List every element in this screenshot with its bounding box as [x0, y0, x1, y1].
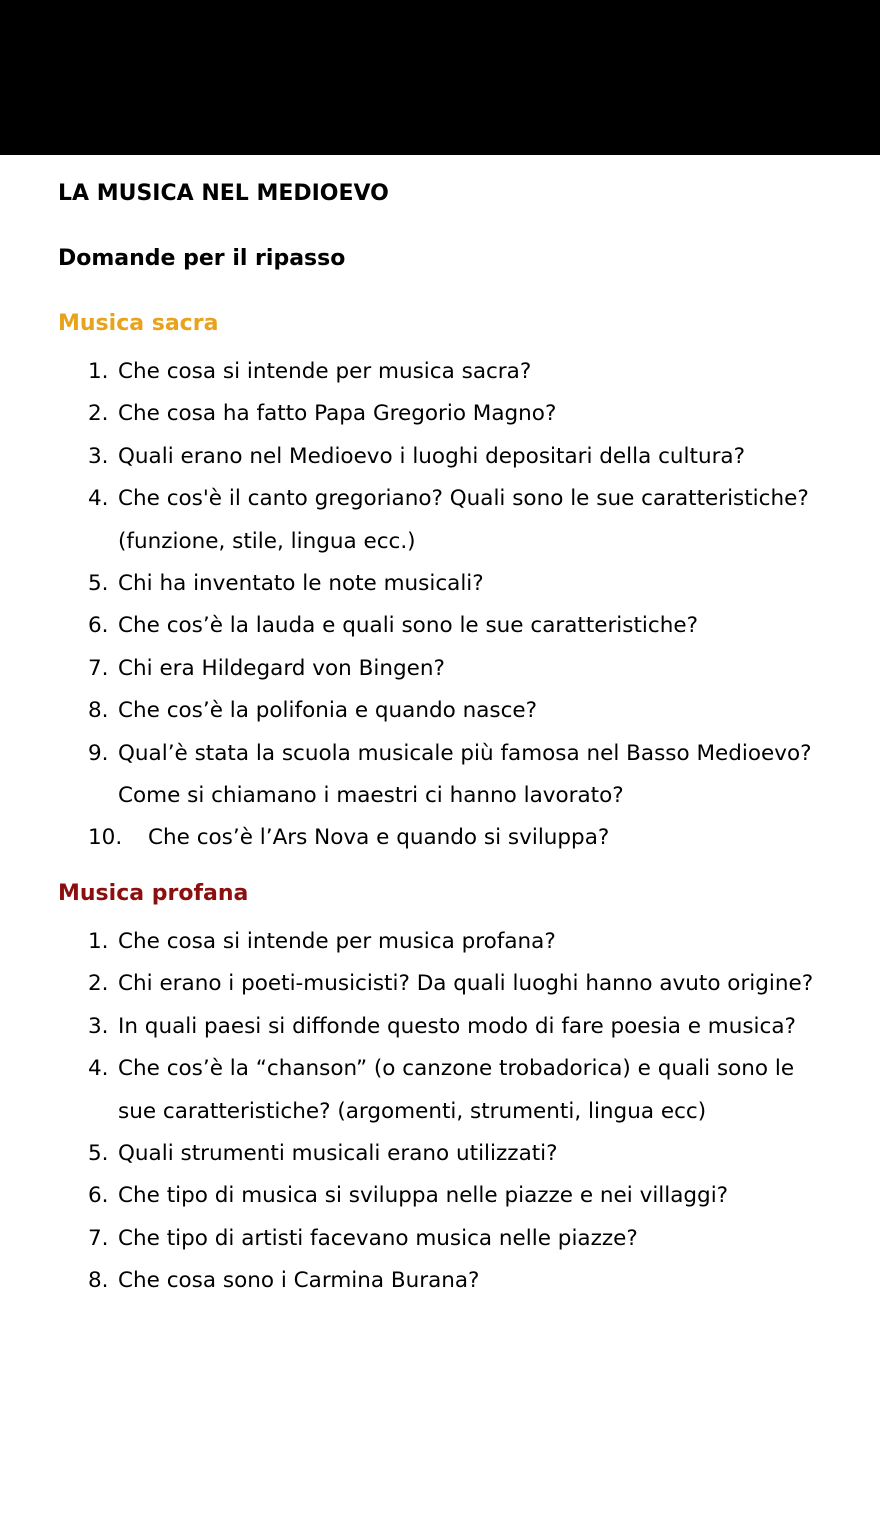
list-item — [0, 478, 880, 563]
question-text: Che cos’è l’Ars Nova e quando si sviluppa? — [148, 825, 610, 851]
question-text: Chi ha inventato le note musicali? — [118, 571, 484, 597]
list-item — [0, 1006, 880, 1048]
question-text: Quali strumenti musicali erano utilizzati? — [118, 1141, 558, 1167]
question-list-musica-sacra — [0, 351, 880, 860]
question-text: Che cosa ha fatto Papa Gregorio Magno? — [118, 401, 557, 427]
section-heading-musica-sacra: Musica sacra — [58, 311, 219, 336]
question-number: 8. — [88, 698, 109, 724]
question-text: Che cosa si intende per musica sacra? — [118, 359, 532, 384]
question-number: 2. — [88, 971, 109, 997]
question-text: Che tipo di musica si sviluppa nelle piazze e nei villaggi? — [118, 1183, 729, 1209]
question-number: 4. — [88, 1056, 109, 1082]
question-text: Che cos’è la lauda e quali sono le sue caratteristiche? — [118, 613, 698, 639]
question-text: In quali paesi si diffonde questo modo di fare poesia e musica? — [118, 1013, 796, 1039]
list-item — [0, 1133, 880, 1175]
top-black-bar — [0, 0, 880, 155]
question-number: 6. — [88, 1183, 109, 1209]
question-text: Chi era Hildegard von Bingen? — [118, 655, 445, 681]
list-item — [0, 1218, 880, 1260]
list-item — [0, 921, 880, 963]
question-text: Che cosa si intende per musica profana? — [118, 929, 556, 954]
list-item — [0, 1048, 880, 1133]
list-item — [0, 1175, 880, 1217]
question-text: Chi erano i poeti-musicisti? Da quali luoghi hanno avuto origine? — [118, 971, 814, 997]
list-item — [0, 1260, 880, 1302]
question-text: Che cos'è il canto gregoriano? Quali sono le sue caratteristiche? (funzione, stile, lingua ecc.) — [118, 486, 809, 554]
question-number: 7. — [88, 1225, 109, 1251]
question-number: 1. — [88, 929, 109, 954]
question-number: 3. — [88, 443, 109, 469]
list-item — [0, 817, 880, 859]
question-number: 9. — [88, 740, 109, 766]
question-text: Che cos’è la “chanson” (o canzone trobadorica) e quali sono le sue caratteristiche? (argomenti, strumenti, lingua ecc) — [118, 1056, 795, 1124]
question-number: 6. — [88, 613, 109, 639]
question-number: 3. — [88, 1013, 109, 1039]
question-list-musica-profana — [0, 921, 880, 1303]
list-item — [0, 436, 880, 478]
question-number: 1. — [88, 359, 109, 384]
question-text: Che tipo di artisti facevano musica nelle piazze? — [118, 1225, 638, 1251]
list-item — [0, 648, 880, 690]
question-text: Qual’è stata la scuola musicale più famosa nel Basso Medioevo? Come si chiamano i maestri ci hanno lavorato? — [118, 740, 812, 809]
question-text: Che cos’è la polifonia e quando nasce? — [118, 698, 538, 724]
list-item — [0, 393, 880, 435]
question-number: 4. — [88, 486, 109, 512]
question-number: 2. — [88, 401, 109, 427]
question-text: Che cosa sono i Carmina Burana? — [118, 1268, 480, 1294]
question-number: 10. — [88, 825, 123, 851]
list-item — [0, 351, 880, 393]
document-title: LA MUSICA NEL MEDIOEVO — [58, 181, 389, 206]
list-item — [0, 690, 880, 732]
list-item — [0, 563, 880, 605]
question-text: Quali erano nel Medioevo i luoghi depositari della cultura? — [118, 443, 745, 469]
list-item — [0, 733, 880, 818]
question-number: 7. — [88, 655, 109, 681]
question-number: 8. — [88, 1268, 109, 1294]
section-heading-musica-profana: Musica profana — [58, 881, 249, 906]
list-item — [0, 963, 880, 1005]
question-number: 5. — [88, 1141, 109, 1167]
list-item — [0, 605, 880, 647]
document-subtitle: Domande per il ripasso — [58, 246, 346, 271]
question-number: 5. — [88, 571, 109, 597]
